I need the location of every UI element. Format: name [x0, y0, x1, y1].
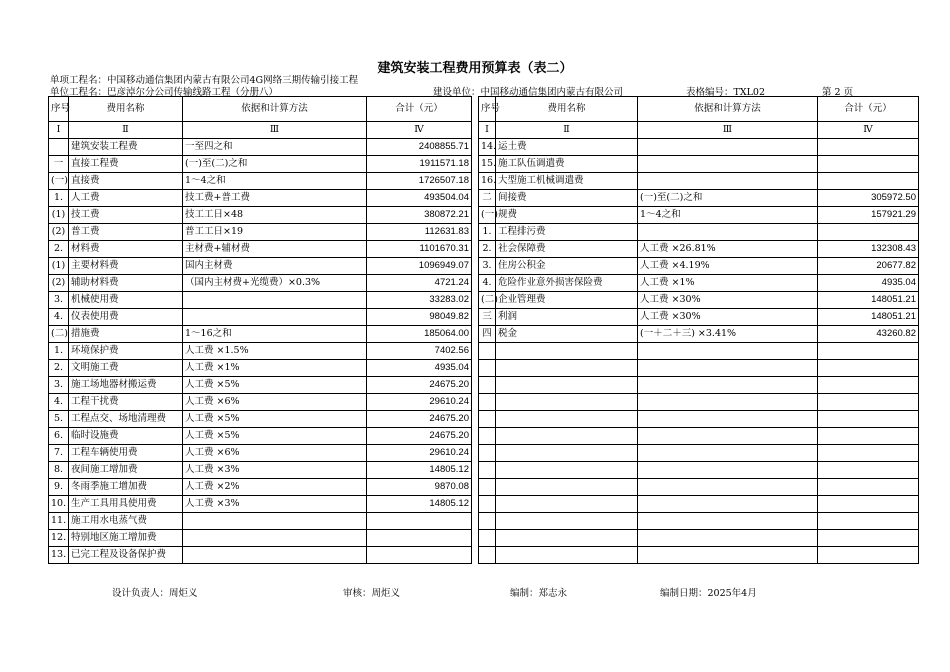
method-cell: 人工费 ×1% — [638, 275, 818, 292]
left-table-row — [49, 156, 472, 173]
seq-cell: 6. — [49, 428, 69, 445]
fee-name-cell: 规费 — [496, 207, 638, 224]
fee-name-cell: 生产工具用具使用费 — [69, 496, 183, 513]
seq-cell: (二) — [49, 326, 69, 343]
total-cell: 1101670.31 — [367, 241, 472, 258]
fee-name-cell: 环境保护费 — [69, 343, 183, 360]
fee-name-cell — [496, 462, 638, 479]
fee-name-cell — [496, 513, 638, 530]
fee-name-cell: 主要材料费 — [69, 258, 183, 275]
seq-cell: (一) — [479, 207, 496, 224]
total-cell — [818, 428, 919, 445]
seq-cell — [49, 139, 69, 156]
method-cell: 人工费 ×30% — [638, 309, 818, 326]
method-cell: 1～4之和 — [183, 173, 367, 190]
method-cell: 人工费 ×5% — [183, 411, 367, 428]
method-cell: 技工费+普工费 — [183, 190, 367, 207]
right-table-row — [479, 547, 919, 564]
left-table-row — [49, 462, 472, 479]
method-cell — [638, 496, 818, 513]
seq-cell: 四 — [479, 326, 496, 343]
method-cell: 人工费 ×2% — [183, 479, 367, 496]
seq-header: 序号 — [49, 97, 69, 122]
column-index: Ⅲ — [638, 122, 818, 139]
seq-cell: 4. — [49, 309, 69, 326]
total-cell — [818, 139, 919, 156]
method-cell: 主材费+辅材费 — [183, 241, 367, 258]
fee-name-cell: 住房公积金 — [496, 258, 638, 275]
total-cell: 1096949.07 — [367, 258, 472, 275]
method-cell — [638, 343, 818, 360]
seq-cell: 三 — [479, 309, 496, 326]
fee-name-cell: 施工队伍调遣费 — [496, 156, 638, 173]
method-cell: 人工费 ×6% — [183, 394, 367, 411]
left-table-row — [49, 309, 472, 326]
seq-cell: 2. — [49, 241, 69, 258]
total-cell: 132308.43 — [818, 241, 919, 258]
total-cell — [818, 547, 919, 564]
right-table-row — [479, 428, 919, 445]
seq-cell: 3. — [49, 377, 69, 394]
seq-cell — [479, 445, 496, 462]
reviewer-label: 审核：周炬义 — [343, 588, 401, 599]
right-table-row — [479, 479, 919, 496]
left-table-row — [49, 326, 472, 343]
seq-cell — [479, 479, 496, 496]
right-table-row — [479, 513, 919, 530]
right-table-row — [479, 343, 919, 360]
method-cell: （国内主材费+光缆费）×0.3% — [183, 275, 367, 292]
seq-cell: 2. — [49, 360, 69, 377]
fee-name-cell: 夜间施工增加费 — [69, 462, 183, 479]
fee-name-cell — [496, 428, 638, 445]
total-cell: 24675.20 — [367, 377, 472, 394]
total-cell: 33283.02 — [367, 292, 472, 309]
seq-cell: (1) — [49, 207, 69, 224]
right-table-row — [479, 462, 919, 479]
fee-name-cell: 危险作业意外损害保险费 — [496, 275, 638, 292]
left-table-row — [49, 207, 472, 224]
fee-name-cell: 社会保障费 — [496, 241, 638, 258]
right-table-row — [479, 394, 919, 411]
method-cell — [638, 462, 818, 479]
fee-name-cell: 措施费 — [69, 326, 183, 343]
right-table-row — [479, 241, 919, 258]
method-cell: 人工费 ×4.19% — [638, 258, 818, 275]
right-table-row — [479, 173, 919, 190]
fee-name-cell: 普工费 — [69, 224, 183, 241]
total-cell — [818, 530, 919, 547]
total-cell — [818, 411, 919, 428]
total-cell — [818, 377, 919, 394]
seq-cell — [479, 428, 496, 445]
designer-label: 设计负责人：周炬义 — [112, 588, 198, 599]
right-table-row — [479, 224, 919, 241]
left-table-row — [49, 241, 472, 258]
method-cell: (一)至(二)之和 — [183, 156, 367, 173]
header-row — [479, 97, 919, 122]
total-cell — [818, 173, 919, 190]
editor-label: 编制：郑志永 — [510, 588, 568, 599]
seq-cell: 2. — [479, 241, 496, 258]
total-cell: 4935.04 — [367, 360, 472, 377]
method-cell: 人工费 ×5% — [183, 377, 367, 394]
method-cell: 人工费 ×3% — [183, 462, 367, 479]
seq-cell — [479, 530, 496, 547]
seq-cell: 1. — [479, 224, 496, 241]
fee-name-cell: 间接费 — [496, 190, 638, 207]
seq-cell: (2) — [49, 224, 69, 241]
seq-cell — [479, 513, 496, 530]
fee-name-cell: 已完工程及设备保护费 — [69, 547, 183, 564]
fee-name-cell: 利润 — [496, 309, 638, 326]
total-cell — [818, 496, 919, 513]
total-cell: 14805.12 — [367, 496, 472, 513]
method-cell: 人工费 ×1.5% — [183, 343, 367, 360]
right-cost-table — [478, 96, 919, 564]
seq-cell: 1. — [49, 190, 69, 207]
left-table-row — [49, 224, 472, 241]
total-header: 合计（元） — [818, 97, 919, 122]
seq-cell: (1) — [49, 258, 69, 275]
fee-name-cell — [496, 547, 638, 564]
total-cell: 185064.00 — [367, 326, 472, 343]
seq-cell: 二 — [479, 190, 496, 207]
method-header: 依据和计算方法 — [183, 97, 367, 122]
fee-name-cell: 特别地区施工增加费 — [69, 530, 183, 547]
total-cell: 29610.24 — [367, 445, 472, 462]
total-cell: 112631.83 — [367, 224, 472, 241]
left-table-row — [49, 547, 472, 564]
fee-name-cell: 冬雨季施工增加费 — [69, 479, 183, 496]
method-cell: 人工费 ×3% — [183, 496, 367, 513]
total-cell: 4935.04 — [818, 275, 919, 292]
seq-cell: 15. — [479, 156, 496, 173]
total-header: 合计（元） — [367, 97, 472, 122]
builder-unit: 建设单位：中国移动通信集团内蒙古有限公司 — [433, 87, 624, 98]
total-cell: 1726507.18 — [367, 173, 472, 190]
total-cell: 305972.50 — [818, 190, 919, 207]
seq-cell: 12. — [49, 530, 69, 547]
method-cell: 一至四之和 — [183, 139, 367, 156]
column-index: Ⅳ — [818, 122, 919, 139]
left-table-row — [49, 530, 472, 547]
total-cell — [818, 224, 919, 241]
seq-cell: 8. — [49, 462, 69, 479]
right-table-row — [479, 411, 919, 428]
column-index: Ⅰ — [479, 122, 496, 139]
right-table-row — [479, 309, 919, 326]
seq-cell: 1. — [49, 343, 69, 360]
method-cell — [638, 445, 818, 462]
right-table-row — [479, 360, 919, 377]
left-table-row — [49, 343, 472, 360]
fee-name-cell: 文明施工费 — [69, 360, 183, 377]
left-table-row — [49, 173, 472, 190]
left-table-row — [49, 275, 472, 292]
total-cell: 43260.82 — [818, 326, 919, 343]
method-cell — [183, 547, 367, 564]
total-cell: 98049.82 — [367, 309, 472, 326]
total-cell: 29610.24 — [367, 394, 472, 411]
date-label: 编制日期：2025年4月 — [660, 588, 757, 599]
page-number: 第 2 页 — [822, 87, 854, 98]
name-header: 费用名称 — [69, 97, 183, 122]
left-table-row — [49, 479, 472, 496]
right-table-row — [479, 445, 919, 462]
seq-cell: 5. — [49, 411, 69, 428]
right-table-row — [479, 156, 919, 173]
total-cell — [818, 513, 919, 530]
right-table-row — [479, 496, 919, 513]
method-cell — [638, 513, 818, 530]
seq-cell: 13. — [49, 547, 69, 564]
fee-name-cell: 施工用水电蒸气费 — [69, 513, 183, 530]
fee-name-cell: 企业管理费 — [496, 292, 638, 309]
fee-name-cell: 临时设施费 — [69, 428, 183, 445]
project-name: 单项工程名：中国移动通信集团内蒙古有限公司4G网络三期传输引接工程 — [50, 75, 359, 86]
seq-cell: 11. — [49, 513, 69, 530]
method-cell: 人工费 ×1% — [183, 360, 367, 377]
left-table-row — [49, 360, 472, 377]
method-cell: 国内主材费 — [183, 258, 367, 275]
method-cell — [183, 513, 367, 530]
total-cell — [818, 156, 919, 173]
seq-cell — [479, 394, 496, 411]
total-cell — [818, 394, 919, 411]
fee-name-cell — [496, 479, 638, 496]
fee-name-cell — [496, 360, 638, 377]
seq-cell — [479, 496, 496, 513]
page-title: 建筑安装工程费用预算表（表二） — [377, 61, 573, 76]
right-table-row — [479, 530, 919, 547]
method-cell: (一)至(二)之和 — [638, 190, 818, 207]
total-cell: 1911571.18 — [367, 156, 472, 173]
total-cell — [818, 360, 919, 377]
method-cell: 1～16之和 — [183, 326, 367, 343]
fee-name-cell: 工程排污费 — [496, 224, 638, 241]
total-cell — [367, 547, 472, 564]
left-table-row — [49, 377, 472, 394]
method-cell: 人工费 ×5% — [183, 428, 367, 445]
method-cell — [638, 479, 818, 496]
total-cell: 157921.29 — [818, 207, 919, 224]
seq-header: 序号 — [479, 97, 496, 122]
seq-cell — [479, 462, 496, 479]
left-table-row — [49, 428, 472, 445]
column-index-row — [479, 122, 919, 139]
right-table-row — [479, 377, 919, 394]
seq-cell: 9. — [49, 479, 69, 496]
method-cell — [183, 292, 367, 309]
method-cell — [183, 530, 367, 547]
fee-name-cell: 运土费 — [496, 139, 638, 156]
seq-cell — [479, 411, 496, 428]
seq-cell — [479, 547, 496, 564]
method-cell — [638, 377, 818, 394]
seq-cell — [479, 343, 496, 360]
total-cell: 14805.12 — [367, 462, 472, 479]
method-cell — [638, 360, 818, 377]
method-cell — [638, 530, 818, 547]
right-table-row — [479, 139, 919, 156]
total-cell — [367, 513, 472, 530]
column-index: Ⅲ — [183, 122, 367, 139]
seq-cell: 7. — [49, 445, 69, 462]
method-cell — [638, 139, 818, 156]
method-cell — [638, 224, 818, 241]
right-table-row — [479, 207, 919, 224]
left-table-row — [49, 445, 472, 462]
total-cell — [818, 343, 919, 360]
left-cost-table — [48, 96, 472, 564]
total-cell: 4721.24 — [367, 275, 472, 292]
method-cell — [638, 173, 818, 190]
seq-cell: 14. — [479, 139, 496, 156]
fee-name-cell: 税金 — [496, 326, 638, 343]
method-cell — [638, 547, 818, 564]
left-table-row — [49, 139, 472, 156]
column-index: Ⅳ — [367, 122, 472, 139]
total-cell — [367, 530, 472, 547]
fee-name-cell: 直接费 — [69, 173, 183, 190]
total-cell: 2408855.71 — [367, 139, 472, 156]
right-table-row — [479, 190, 919, 207]
method-cell: 人工费 ×6% — [183, 445, 367, 462]
fee-name-cell: 材料费 — [69, 241, 183, 258]
fee-name-cell — [496, 496, 638, 513]
left-table-row — [49, 292, 472, 309]
unit-name: 单位工程名：巴彦淖尔分公司传输线路工程（分册八） — [50, 87, 279, 98]
fee-name-cell — [496, 394, 638, 411]
method-header: 依据和计算方法 — [638, 97, 818, 122]
fee-name-cell: 机械使用费 — [69, 292, 183, 309]
fee-name-cell — [496, 377, 638, 394]
fee-name-cell: 直接工程费 — [69, 156, 183, 173]
fee-name-cell: 技工费 — [69, 207, 183, 224]
column-index: Ⅰ — [49, 122, 69, 139]
total-cell: 7402.56 — [367, 343, 472, 360]
fee-name-cell: 施工场地器材搬运费 — [69, 377, 183, 394]
method-cell — [638, 428, 818, 445]
fee-name-cell: 工程点交、场地清理费 — [69, 411, 183, 428]
seq-cell: (2) — [49, 275, 69, 292]
left-table-row — [49, 258, 472, 275]
fee-name-cell — [496, 445, 638, 462]
total-cell: 380872.21 — [367, 207, 472, 224]
column-index: Ⅱ — [496, 122, 638, 139]
method-cell: (一＋二＋三) ×3.41% — [638, 326, 818, 343]
fee-name-cell: 辅助材料费 — [69, 275, 183, 292]
form-number: 表格编号：TXL02 — [686, 87, 765, 98]
seq-cell: 3. — [479, 258, 496, 275]
fee-name-cell — [496, 411, 638, 428]
fee-name-cell — [496, 343, 638, 360]
left-table-row — [49, 513, 472, 530]
fee-name-cell — [496, 530, 638, 547]
method-cell — [638, 394, 818, 411]
method-cell: 1～4之和 — [638, 207, 818, 224]
column-index: Ⅱ — [69, 122, 183, 139]
method-cell: 人工费 ×30% — [638, 292, 818, 309]
seq-cell: 一 — [49, 156, 69, 173]
left-table-row — [49, 190, 472, 207]
name-header: 费用名称 — [496, 97, 638, 122]
seq-cell: 10. — [49, 496, 69, 513]
seq-cell: 16. — [479, 173, 496, 190]
fee-name-cell: 大型施工机械调遣费 — [496, 173, 638, 190]
fee-name-cell: 人工费 — [69, 190, 183, 207]
left-table-row — [49, 411, 472, 428]
fee-name-cell: 建筑安装工程费 — [69, 139, 183, 156]
right-table-row — [479, 292, 919, 309]
right-table-row — [479, 326, 919, 343]
total-cell: 9870.08 — [367, 479, 472, 496]
total-cell: 20677.82 — [818, 258, 919, 275]
seq-cell: (二) — [479, 292, 496, 309]
seq-cell: 3. — [49, 292, 69, 309]
method-cell: 人工费 ×26.81% — [638, 241, 818, 258]
seq-cell: 4. — [49, 394, 69, 411]
method-cell — [638, 411, 818, 428]
total-cell: 148051.21 — [818, 292, 919, 309]
left-table-row — [49, 394, 472, 411]
method-cell — [183, 309, 367, 326]
total-cell — [818, 445, 919, 462]
fee-name-cell: 工程干扰费 — [69, 394, 183, 411]
total-cell: 24675.20 — [367, 428, 472, 445]
total-cell — [818, 479, 919, 496]
total-cell: 493504.04 — [367, 190, 472, 207]
left-table-row — [49, 496, 472, 513]
fee-name-cell: 仪表使用费 — [69, 309, 183, 326]
method-cell: 普工工日×19 — [183, 224, 367, 241]
seq-cell: (一) — [49, 173, 69, 190]
right-table-row — [479, 258, 919, 275]
seq-cell — [479, 377, 496, 394]
method-cell: 技工工日×48 — [183, 207, 367, 224]
column-index-row — [49, 122, 472, 139]
total-cell: 24675.20 — [367, 411, 472, 428]
header-row — [49, 97, 472, 122]
method-cell — [638, 156, 818, 173]
right-table-row — [479, 275, 919, 292]
fee-name-cell: 工程车辆使用费 — [69, 445, 183, 462]
total-cell: 148051.21 — [818, 309, 919, 326]
seq-cell — [479, 360, 496, 377]
total-cell — [818, 462, 919, 479]
seq-cell: 4. — [479, 275, 496, 292]
